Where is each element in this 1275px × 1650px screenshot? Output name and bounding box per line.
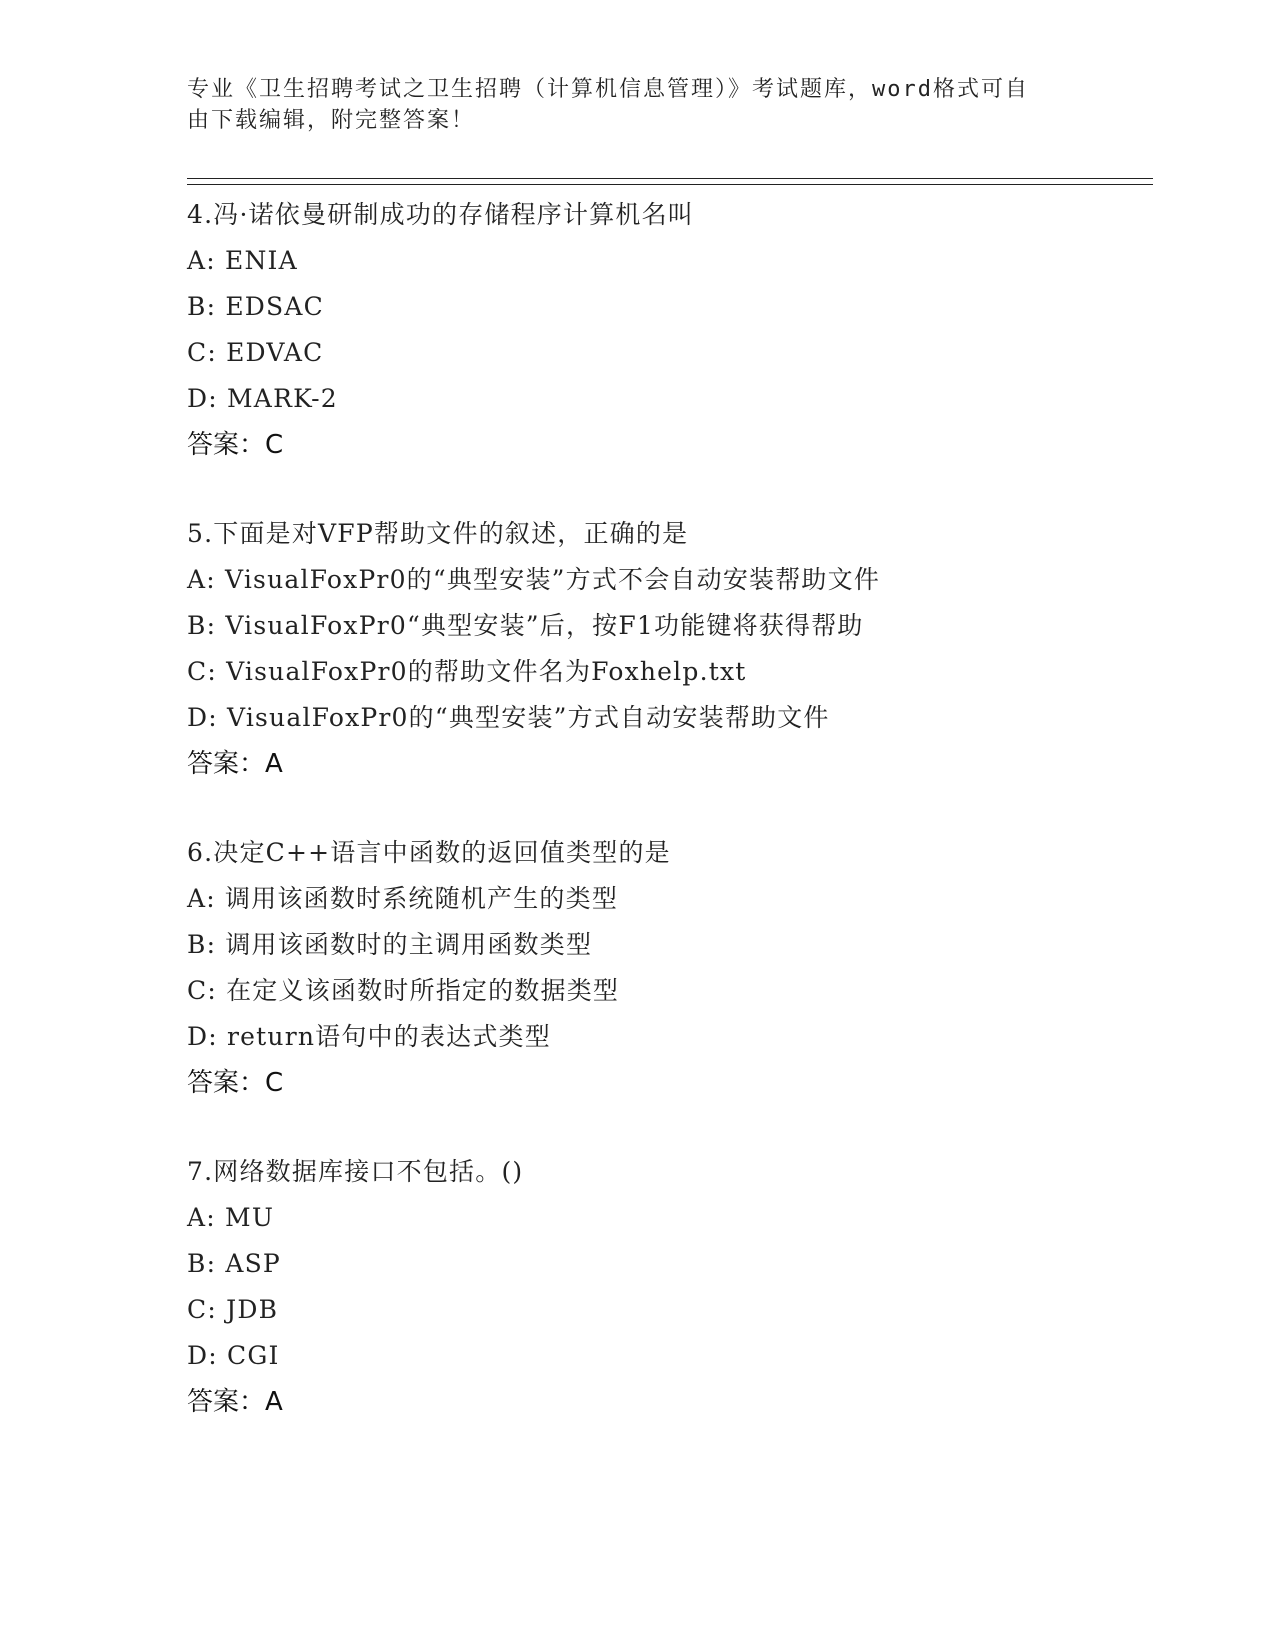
header-divider-top bbox=[187, 178, 1153, 179]
question-list bbox=[187, 192, 1147, 1425]
option-a: A: VisualFoxPr0的“典型安装”方式不会自动安装帮助文件 bbox=[187, 565, 881, 594]
option-d: D: VisualFoxPr0的“典型安装”方式自动安装帮助文件 bbox=[187, 703, 830, 732]
question-stem: 4.冯·诺依曼研制成功的存储程序计算机名叫 bbox=[187, 200, 695, 229]
header-line-1: 专业《卫生招聘考试之卫生招聘（计算机信息管理）》考试题库，word格式可自 bbox=[187, 77, 1029, 102]
question-4 bbox=[187, 192, 1147, 468]
answer-text: 答案：C bbox=[187, 1068, 284, 1098]
option-c: C: EDVAC bbox=[187, 338, 324, 367]
header-line-2: 由下载编辑，附完整答案！ bbox=[187, 108, 476, 133]
question-stem: 5.下面是对VFP帮助文件的叙述，正确的是 bbox=[187, 519, 689, 548]
option-d: D: return语句中的表达式类型 bbox=[187, 1022, 551, 1051]
answer-text: 答案：C bbox=[187, 430, 284, 460]
question-5 bbox=[187, 511, 1147, 787]
question-stem: 6.决定C++语言中函数的返回值类型的是 bbox=[187, 838, 671, 867]
question-7 bbox=[187, 1149, 1147, 1425]
answer-text: 答案：A bbox=[187, 1387, 283, 1417]
document-header bbox=[187, 74, 1067, 136]
option-b: B: VisualFoxPr0“典型安装”后，按F1功能键将获得帮助 bbox=[187, 611, 864, 640]
option-b: B: ASP bbox=[187, 1249, 281, 1278]
option-a: A: MU bbox=[187, 1203, 275, 1232]
question-stem: 7.网络数据库接口不包括。() bbox=[187, 1157, 524, 1186]
header-divider-bottom bbox=[187, 184, 1153, 185]
option-b: B: 调用该函数时的主调用函数类型 bbox=[187, 930, 593, 959]
option-b: B: EDSAC bbox=[187, 292, 324, 321]
option-c: C: JDB bbox=[187, 1295, 279, 1324]
question-6 bbox=[187, 830, 1147, 1106]
answer-text: 答案：A bbox=[187, 749, 283, 779]
option-c: C: 在定义该函数时所指定的数据类型 bbox=[187, 976, 620, 1005]
option-a: A: 调用该函数时系统随机产生的类型 bbox=[187, 884, 619, 913]
option-d: D: CGI bbox=[187, 1341, 280, 1370]
option-a: A: ENIA bbox=[187, 246, 298, 275]
option-c: C: VisualFoxPr0的帮助文件名为Foxhelp.txt bbox=[187, 657, 747, 686]
option-d: D: MARK-2 bbox=[187, 384, 338, 413]
